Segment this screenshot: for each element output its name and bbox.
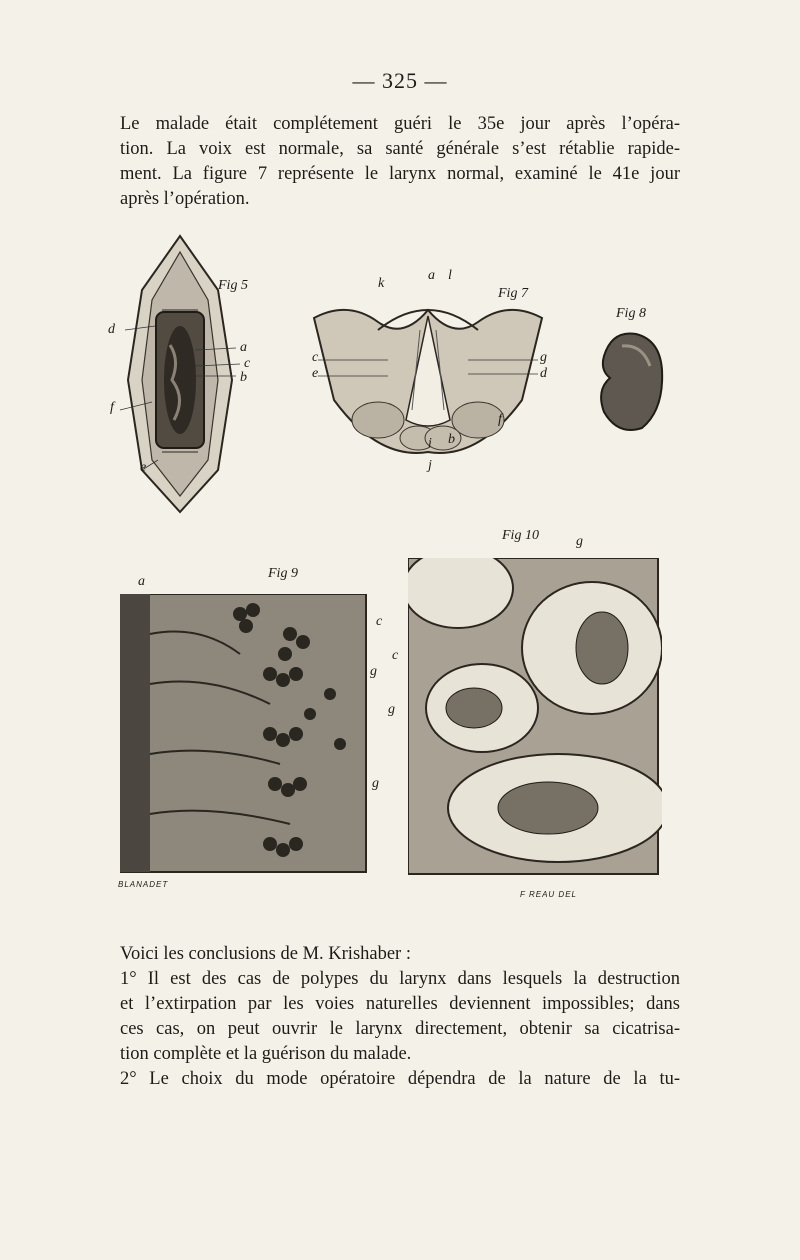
fig-7-letter-l: l <box>448 268 452 283</box>
intro-line-2: tion. La voix est normale, sa santé générale s’est rétablie rapide- <box>120 139 680 159</box>
fig-9-letter-a: a <box>138 574 145 589</box>
fig-5-letter-f: f <box>110 400 114 415</box>
fig-8-label: Fig 8 <box>616 306 646 321</box>
fig-7-letter-d: d <box>540 366 547 381</box>
fig-9-letter-g-1: g <box>370 664 377 679</box>
conclusion-line-3: et l’extirpation par les voies naturelles deviennent impossibles; dans <box>120 994 680 1014</box>
figure-9-illustration <box>120 594 370 876</box>
fig-7-letter-c: c <box>312 350 319 365</box>
fig-7-letter-i: i <box>428 436 432 451</box>
figure-10-illustration <box>408 558 662 878</box>
fig-5-letter-a: a <box>240 340 247 355</box>
fig-10-letter-g-2: g <box>388 702 395 717</box>
fig-9-credit: BLANADET <box>118 880 169 889</box>
conclusion-line-6: 2° Le choix du mode opératoire dépendra de la nature de la tu- <box>120 1069 680 1089</box>
page-number: — 325 — <box>352 68 448 93</box>
intro-line-4: après l’opération. <box>120 189 250 209</box>
conclusion-line-5: tion complète et la guérison du malade. <box>120 1044 412 1064</box>
conclusions-paragraph <box>120 942 680 1092</box>
fig-7-letter-g: g <box>540 350 547 365</box>
intro-line-3: ment. La figure 7 représente le larynx normal, examiné le 41e jour <box>120 164 680 184</box>
fig-9-letter-c: c <box>376 614 383 629</box>
intro-line-1: Le malade était complétement guéri le 35e jour après l’opéra- <box>120 114 680 134</box>
fig-10-label: Fig 10 <box>502 528 539 543</box>
fig-7-letter-b: b <box>448 432 455 447</box>
fig-5-letter-c: c <box>244 356 251 371</box>
fig-7-letter-e: e <box>312 366 319 381</box>
conclusion-line-4: ces cas, on peut ouvrir le larynx directement, obtenir sa cicatrisa- <box>120 1019 680 1039</box>
conclusion-line-2: 1° Il est des cas de polypes du larynx dans lesquels la destruction <box>120 969 680 989</box>
fig-7-letter-a: a <box>428 268 435 283</box>
fig-9-letter-g-2: g <box>372 776 379 791</box>
conclusion-line-1: Voici les conclusions de M. Krishaber : <box>120 944 411 964</box>
intro-paragraph <box>120 112 680 212</box>
fig-5-letter-d: d <box>108 322 115 337</box>
fig-5-letter-e: e <box>140 460 147 475</box>
figure-8-illustration <box>592 326 672 436</box>
fig-5-label: Fig 5 <box>218 278 248 293</box>
fig-7-letter-j: j <box>428 458 432 473</box>
fig-5-letter-b: b <box>240 370 247 385</box>
fig-7-label: Fig 7 <box>498 286 528 301</box>
fig-10-letter-g-1: g <box>576 534 583 549</box>
fig-7-letter-f: f <box>498 412 502 427</box>
fig-10-letter-c: c <box>392 648 399 663</box>
fig-10-credit: F REAU DEL <box>520 890 577 899</box>
fig-7-letter-k: k <box>378 276 385 291</box>
fig-9-label: Fig 9 <box>268 566 298 581</box>
